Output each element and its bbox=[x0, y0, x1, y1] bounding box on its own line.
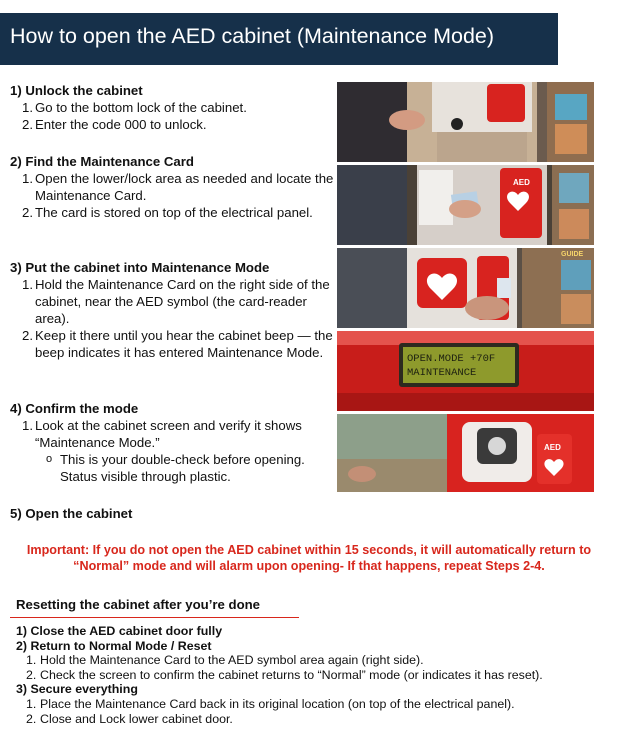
step-2 bbox=[10, 153, 335, 221]
step-heading: 5) Open the cabinet bbox=[10, 506, 133, 521]
svg-text:MAINTENANCE: MAINTENANCE bbox=[407, 367, 477, 379]
step-1 bbox=[10, 82, 335, 133]
list-item: 1. Hold the Maintenance Card to the AED symbol area again (right side). bbox=[26, 653, 424, 668]
list-item: 2. Keep it there until you hear the cabinet beep — the beep indicates it has entered Maintenance Mode. bbox=[22, 328, 333, 360]
reset-step-heading: 2) Return to Normal Mode / Reset bbox=[16, 638, 212, 653]
photo-card-reader bbox=[337, 248, 594, 328]
photo-aed-cabinet bbox=[337, 414, 594, 492]
list-item: 2. Enter the code 000 to unlock. bbox=[22, 117, 207, 132]
reset-step-heading: 1) Close the AED cabinet door fully bbox=[16, 624, 223, 638]
list-item: 1. Go to the bottom lock of the cabinet. bbox=[22, 100, 247, 115]
list-item: 1. Open the lower/lock area as needed and locate the Maintenance Card. bbox=[22, 171, 334, 203]
step-heading: 4) Confirm the mode bbox=[10, 401, 139, 416]
reset-step-heading: 3) Secure everything bbox=[16, 682, 138, 697]
list-item: 2. The card is stored on top of the electrical panel. bbox=[22, 205, 313, 220]
step-heading: 3) Put the cabinet into Maintenance Mode bbox=[10, 260, 270, 275]
step-heading: 1) Unlock the cabinet bbox=[10, 83, 143, 98]
divider bbox=[10, 617, 299, 618]
list-item: 1. Look at the cabinet screen and verify it shows “Maintenance Mode.” bbox=[22, 418, 302, 450]
page-title: How to open the AED cabinet (Maintenance Mode) bbox=[10, 24, 495, 48]
photo-maintenance-card bbox=[337, 165, 594, 245]
photo-display-screen bbox=[337, 331, 594, 411]
important-warning: Important: If you do not open the AED cabinet within 15 seconds, it will automatically return to “Normal” mode and will alarm upon opening- If that happens, repeat Steps 2-4. bbox=[26, 543, 592, 573]
list-item: 1. Hold the Maintenance Card on the right side of the cabinet, near the AED symbol (the card-reader area). bbox=[22, 277, 330, 326]
photo-unlock-cabinet bbox=[337, 82, 594, 162]
sub-list-item: o This is your double-check before opening. Status visible through plastic. bbox=[46, 452, 305, 484]
step-3 bbox=[10, 259, 335, 361]
step-5 bbox=[10, 505, 335, 522]
list-item: 2. Close and Lock lower cabinet door. bbox=[26, 711, 233, 726]
step-4 bbox=[10, 400, 335, 485]
svg-text:AED: AED bbox=[513, 178, 530, 187]
list-item: 1. Place the Maintenance Card back in its original location (on top of the electrical panel). bbox=[26, 696, 515, 711]
step-heading: 2) Find the Maintenance Card bbox=[10, 154, 194, 169]
reset-section-title: Resetting the cabinet after you’re done bbox=[16, 597, 261, 612]
title-banner bbox=[0, 13, 558, 65]
reset-steps bbox=[16, 624, 606, 726]
svg-text:AED: AED bbox=[544, 443, 561, 452]
svg-text:GUIDE: GUIDE bbox=[561, 251, 584, 258]
svg-text:OPEN.MODE +70F: OPEN.MODE +70F bbox=[407, 353, 496, 365]
list-item: 2. Check the screen to confirm the cabinet returns to “Normal” mode (or indicates it has reset). bbox=[26, 667, 543, 682]
